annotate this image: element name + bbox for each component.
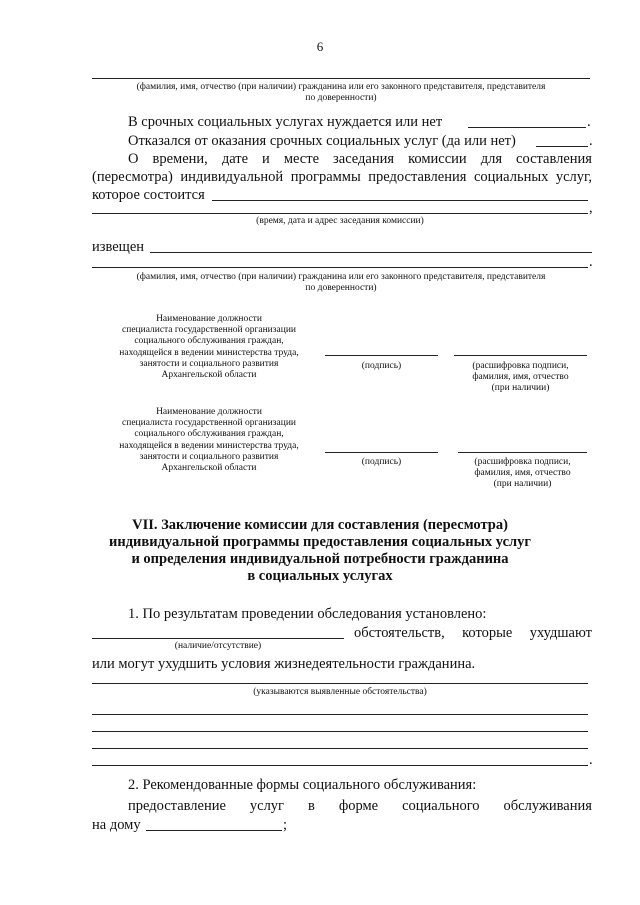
caption-line: (фамилия, имя, отчество (при наличии) гражданина или его законного представителя, представителя [136, 82, 546, 92]
signature-field-1[interactable] [325, 355, 438, 356]
urgent-refused-field[interactable] [536, 146, 588, 147]
item1-text: 1. По результатам проведении обследования установлено: [128, 606, 487, 622]
notified-field-1[interactable] [150, 252, 592, 253]
word: О [128, 151, 139, 167]
position-line: Архангельской области [161, 463, 257, 474]
decode-line: (расшифровка подписи, [474, 457, 571, 467]
word: предоставления [368, 169, 467, 185]
dot: . [589, 133, 593, 149]
word: которые [462, 625, 513, 641]
signer-position-1 [100, 314, 318, 381]
word: в [307, 798, 315, 814]
decode-line: фамилия, имя, отчество [472, 372, 569, 382]
signer-position-2 [100, 407, 318, 474]
signature-decode-caption-2 [452, 457, 593, 490]
caption-fio-top [88, 82, 594, 104]
item2-home-line-2: на дому [92, 817, 141, 833]
position-line: находящейся в ведении министерства труда, [119, 440, 299, 451]
item1-field-line[interactable] [92, 731, 588, 732]
signature-decode-field-2[interactable] [458, 452, 587, 453]
section-title-line: VII. Заключение комиссии для составления (пересмотра) [132, 517, 508, 533]
word: для [480, 151, 502, 167]
word: составления [516, 151, 592, 167]
item1-field-line[interactable] [92, 714, 588, 715]
item1-presence-field[interactable] [92, 638, 344, 639]
position-line: социального обслуживания граждан, [134, 336, 284, 347]
section-title [90, 517, 550, 585]
urgent-refused-text: Отказался от оказания срочных социальных услуг (да или нет) [128, 133, 516, 149]
word: времени, [152, 151, 208, 167]
word: (пересмотра) [92, 169, 173, 185]
word: предоставление [128, 798, 226, 814]
word: заседания [333, 151, 395, 167]
meeting-field-2[interactable] [92, 213, 588, 214]
position-line: находящейся в ведении министерства труда, [119, 347, 299, 358]
decode-line: (расшифровка подписи, [472, 361, 569, 371]
item1-field-line[interactable] [92, 748, 588, 749]
decode-line: фамилия, имя, отчество [474, 468, 571, 478]
caption-line: по доверенности) [305, 93, 377, 103]
meeting-line-2 [92, 168, 592, 186]
meeting-line-1 [128, 150, 592, 168]
word: ухудшают [529, 625, 592, 641]
caption-line: (фамилия, имя, отчество (при наличии) гражданина или его законного представителя, представителя [136, 272, 546, 282]
position-line: социального обслуживания граждан, [134, 429, 284, 440]
signature-caption-2: (подпись) [361, 457, 402, 467]
word: форме [338, 798, 379, 814]
item1-line3: или могут ухудшить условия жизнедеятельности гражданина. [92, 656, 476, 672]
position-line: занятости и социального развития [139, 358, 279, 369]
notified-field-2[interactable] [92, 267, 588, 268]
semicolon: ; [283, 817, 288, 833]
dot: . [589, 254, 593, 270]
item2-home-line-1 [128, 797, 592, 815]
meeting-field-1[interactable] [212, 200, 588, 201]
caption-fio-2 [88, 272, 594, 294]
signature-caption-1: (подпись) [361, 361, 402, 371]
signature-decode-caption-1 [450, 361, 591, 394]
caption-time: (время, дата и адрес заседания комиссии) [256, 216, 424, 226]
position-line: специалиста государственной организации [122, 325, 296, 336]
word: индивидуальной [180, 169, 284, 185]
word: месте [283, 151, 320, 167]
line-fio-top [92, 78, 590, 79]
word: дате [221, 151, 249, 167]
caption-found: (указываются выявленные обстоятельства) [253, 687, 427, 697]
section-title-line: и определения индивидуальной потребности гражданина [131, 551, 509, 567]
section-title-line: индивидуальной программы предоставления социальных услуг [109, 534, 531, 550]
word: услуг, [555, 169, 592, 185]
section-title-line: в социальных услугах [247, 568, 393, 584]
position-line: занятости и социального развития [139, 451, 279, 462]
meeting-line-3: которое состоится [92, 187, 205, 203]
dot: . [589, 752, 593, 768]
decode-line: (при наличии) [493, 479, 552, 489]
word: и [262, 151, 270, 167]
word: программы [290, 169, 361, 185]
position-line: Архангельской области [161, 370, 257, 381]
word: обслуживания [503, 798, 592, 814]
signature-decode-field-1[interactable] [454, 355, 587, 356]
caption-presence: (наличие/отсутствие) [174, 641, 262, 651]
dot: . [587, 114, 591, 130]
item2-text: 2. Рекомендованные формы социального обслуживания: [128, 777, 477, 793]
item1-found-field[interactable] [92, 683, 588, 684]
item1-field-line[interactable] [92, 765, 588, 766]
comma: , [589, 200, 593, 216]
position-line: Наименование должности [156, 407, 262, 417]
word: социального [402, 798, 480, 814]
word: услуг [249, 798, 285, 814]
signature-field-2[interactable] [325, 452, 438, 453]
word: обстоятельств, [354, 625, 445, 641]
position-line: специалиста государственной организации [122, 418, 296, 429]
urgent-needs-text: В срочных социальных услугах нуждается или нет [128, 114, 443, 130]
position-line: Наименование должности [156, 314, 262, 324]
caption-line: по доверенности) [305, 283, 377, 293]
urgent-needs-field[interactable] [468, 127, 586, 128]
home-service-field[interactable] [146, 830, 282, 831]
decode-line: (при наличии) [491, 383, 550, 393]
notified-text: извещен [92, 239, 145, 255]
item1-cont [354, 624, 592, 642]
page-number: 6 [316, 39, 324, 54]
word: комиссии [408, 151, 467, 167]
word: социальных [473, 169, 549, 185]
